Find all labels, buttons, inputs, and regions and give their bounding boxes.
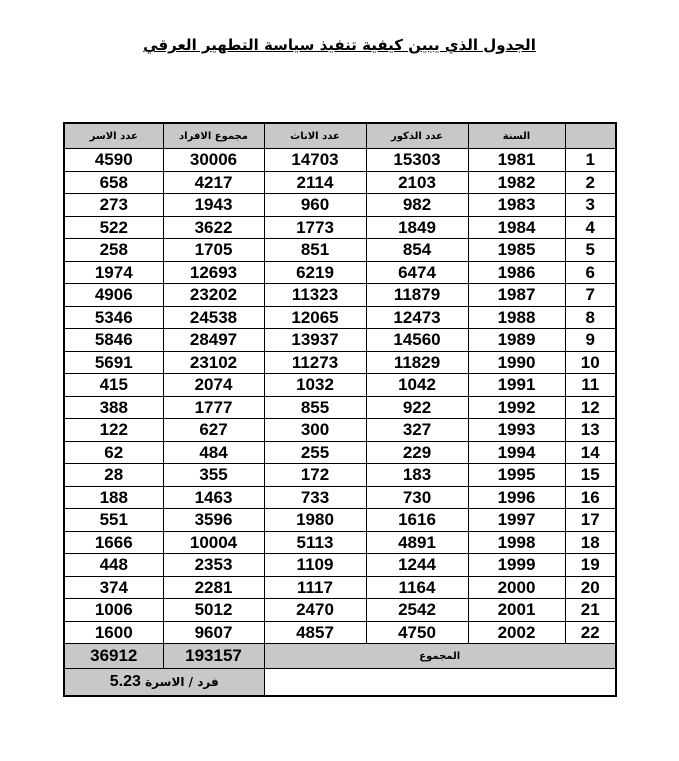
cell-families: 62 [64, 441, 163, 464]
cell-males: 183 [366, 464, 468, 487]
cell-individuals: 1777 [163, 396, 264, 419]
cell-females: 11273 [264, 351, 366, 374]
cell-families: 1666 [64, 531, 163, 554]
cell-year: 1983 [468, 194, 565, 217]
cell-index: 11 [565, 374, 616, 397]
cell-families: 1600 [64, 621, 163, 644]
cell-males: 327 [366, 419, 468, 442]
table-row [64, 239, 616, 262]
cell-year: 1989 [468, 329, 565, 352]
cell-individuals: 1943 [163, 194, 264, 217]
cell-females: 13937 [264, 329, 366, 352]
cell-females: 733 [264, 486, 366, 509]
table-row [64, 374, 616, 397]
cell-males: 4750 [366, 621, 468, 644]
cell-males: 6474 [366, 261, 468, 284]
cell-individuals: 484 [163, 441, 264, 464]
table-row [64, 261, 616, 284]
cell-families: 522 [64, 216, 163, 239]
cell-families: 1006 [64, 599, 163, 622]
cell-families: 5346 [64, 306, 163, 329]
cell-year: 1999 [468, 554, 565, 577]
table-row [64, 351, 616, 374]
cell-families: 258 [64, 239, 163, 262]
header-individuals: مجموع الافراد [163, 123, 264, 149]
table-row [64, 509, 616, 532]
cell-year: 1990 [468, 351, 565, 374]
cell-year: 1994 [468, 441, 565, 464]
table-row [64, 441, 616, 464]
table-row [64, 621, 616, 644]
cell-females: 1117 [264, 576, 366, 599]
table-row [64, 216, 616, 239]
total-individuals: 193157 [163, 644, 264, 669]
cell-index: 15 [565, 464, 616, 487]
cell-index: 4 [565, 216, 616, 239]
cell-index: 19 [565, 554, 616, 577]
cell-males: 1616 [366, 509, 468, 532]
cell-index: 9 [565, 329, 616, 352]
cell-individuals: 12693 [163, 261, 264, 284]
cell-families: 273 [64, 194, 163, 217]
cell-index: 21 [565, 599, 616, 622]
cell-year: 1985 [468, 239, 565, 262]
average-row [64, 669, 616, 697]
cell-year: 2002 [468, 621, 565, 644]
cell-individuals: 23202 [163, 284, 264, 307]
cell-females: 1032 [264, 374, 366, 397]
cell-index: 17 [565, 509, 616, 532]
cell-females: 255 [264, 441, 366, 464]
cell-females: 2470 [264, 599, 366, 622]
table-row [64, 554, 616, 577]
cell-index: 2 [565, 171, 616, 194]
average-cell [64, 669, 264, 697]
cell-year: 1982 [468, 171, 565, 194]
page-title: الجدول الذي يبين كيفية تنفيذ سياسة التطهير العرقي [143, 36, 536, 54]
cell-index: 7 [565, 284, 616, 307]
cell-year: 1987 [468, 284, 565, 307]
cell-families: 188 [64, 486, 163, 509]
table-row [64, 329, 616, 352]
cell-males: 4891 [366, 531, 468, 554]
cell-families: 5846 [64, 329, 163, 352]
cell-females: 11323 [264, 284, 366, 307]
cell-year: 1988 [468, 306, 565, 329]
header-males: عدد الذكور [366, 123, 468, 149]
cell-families: 415 [64, 374, 163, 397]
cell-females: 960 [264, 194, 366, 217]
cell-index: 8 [565, 306, 616, 329]
table-row [64, 306, 616, 329]
cell-individuals: 1463 [163, 486, 264, 509]
cell-index: 5 [565, 239, 616, 262]
cell-families: 4590 [64, 149, 163, 172]
cell-males: 982 [366, 194, 468, 217]
cell-year: 1991 [468, 374, 565, 397]
table-body [64, 149, 616, 644]
cell-individuals: 24538 [163, 306, 264, 329]
cell-males: 11829 [366, 351, 468, 374]
table-row [64, 486, 616, 509]
cell-females: 300 [264, 419, 366, 442]
cell-females: 6219 [264, 261, 366, 284]
cell-females: 1773 [264, 216, 366, 239]
cell-males: 2103 [366, 171, 468, 194]
cell-families: 448 [64, 554, 163, 577]
cell-individuals: 9607 [163, 621, 264, 644]
cell-males: 229 [366, 441, 468, 464]
cell-families: 658 [64, 171, 163, 194]
cell-individuals: 10004 [163, 531, 264, 554]
cell-year: 1986 [468, 261, 565, 284]
table-row [64, 599, 616, 622]
cell-males: 1849 [366, 216, 468, 239]
cell-females: 12065 [264, 306, 366, 329]
cell-males: 11879 [366, 284, 468, 307]
total-families: 36912 [64, 644, 163, 669]
cell-males: 1244 [366, 554, 468, 577]
cell-year: 1981 [468, 149, 565, 172]
cell-individuals: 3596 [163, 509, 264, 532]
cell-year: 1998 [468, 531, 565, 554]
totals-row [64, 644, 616, 669]
cell-individuals: 627 [163, 419, 264, 442]
data-table [63, 122, 617, 697]
cell-individuals: 23102 [163, 351, 264, 374]
cell-year: 1993 [468, 419, 565, 442]
cell-individuals: 2074 [163, 374, 264, 397]
cell-males: 12473 [366, 306, 468, 329]
cell-index: 16 [565, 486, 616, 509]
table-row [64, 396, 616, 419]
cell-males: 2542 [366, 599, 468, 622]
cell-year: 1995 [468, 464, 565, 487]
table-row [64, 464, 616, 487]
table-row [64, 419, 616, 442]
header-index [565, 123, 616, 149]
average-unit: فرد / الاسرة [145, 675, 219, 689]
cell-families: 374 [64, 576, 163, 599]
cell-index: 14 [565, 441, 616, 464]
cell-females: 14703 [264, 149, 366, 172]
table-row [64, 284, 616, 307]
cell-individuals: 28497 [163, 329, 264, 352]
average-value: 5.23 [109, 673, 141, 690]
cell-families: 5691 [64, 351, 163, 374]
cell-individuals: 1705 [163, 239, 264, 262]
cell-females: 172 [264, 464, 366, 487]
cell-families: 388 [64, 396, 163, 419]
cell-year: 1984 [468, 216, 565, 239]
cell-index: 20 [565, 576, 616, 599]
header-families: عدد الاسر [64, 123, 163, 149]
header-row [64, 123, 616, 149]
cell-index: 22 [565, 621, 616, 644]
cell-year: 1992 [468, 396, 565, 419]
header-females: عدد الاناث [264, 123, 366, 149]
cell-individuals: 4217 [163, 171, 264, 194]
cell-index: 3 [565, 194, 616, 217]
cell-individuals: 2353 [163, 554, 264, 577]
empty-cell [264, 669, 616, 697]
cell-males: 922 [366, 396, 468, 419]
cell-females: 1109 [264, 554, 366, 577]
table-row [64, 576, 616, 599]
cell-families: 1974 [64, 261, 163, 284]
table-row [64, 149, 616, 172]
cell-individuals: 30006 [163, 149, 264, 172]
cell-families: 551 [64, 509, 163, 532]
cell-families: 4906 [64, 284, 163, 307]
cell-year: 2001 [468, 599, 565, 622]
table-row [64, 194, 616, 217]
cell-females: 855 [264, 396, 366, 419]
cell-individuals: 2281 [163, 576, 264, 599]
cell-individuals: 355 [163, 464, 264, 487]
cell-families: 28 [64, 464, 163, 487]
cell-males: 1164 [366, 576, 468, 599]
cell-females: 851 [264, 239, 366, 262]
cell-males: 14560 [366, 329, 468, 352]
cell-males: 15303 [366, 149, 468, 172]
cell-index: 18 [565, 531, 616, 554]
cell-males: 730 [366, 486, 468, 509]
cell-index: 10 [565, 351, 616, 374]
cell-year: 1996 [468, 486, 565, 509]
table-row [64, 531, 616, 554]
table-row [64, 171, 616, 194]
cell-index: 13 [565, 419, 616, 442]
cell-females: 2114 [264, 171, 366, 194]
cell-males: 1042 [366, 374, 468, 397]
cell-males: 854 [366, 239, 468, 262]
cell-individuals: 5012 [163, 599, 264, 622]
cell-females: 4857 [264, 621, 366, 644]
cell-index: 12 [565, 396, 616, 419]
cell-year: 1997 [468, 509, 565, 532]
cell-individuals: 3622 [163, 216, 264, 239]
cell-females: 5113 [264, 531, 366, 554]
cell-families: 122 [64, 419, 163, 442]
header-year: السنة [468, 123, 565, 149]
cell-index: 6 [565, 261, 616, 284]
cell-index: 1 [565, 149, 616, 172]
cell-females: 1980 [264, 509, 366, 532]
totals-label: المجموع [264, 644, 616, 669]
cell-year: 2000 [468, 576, 565, 599]
